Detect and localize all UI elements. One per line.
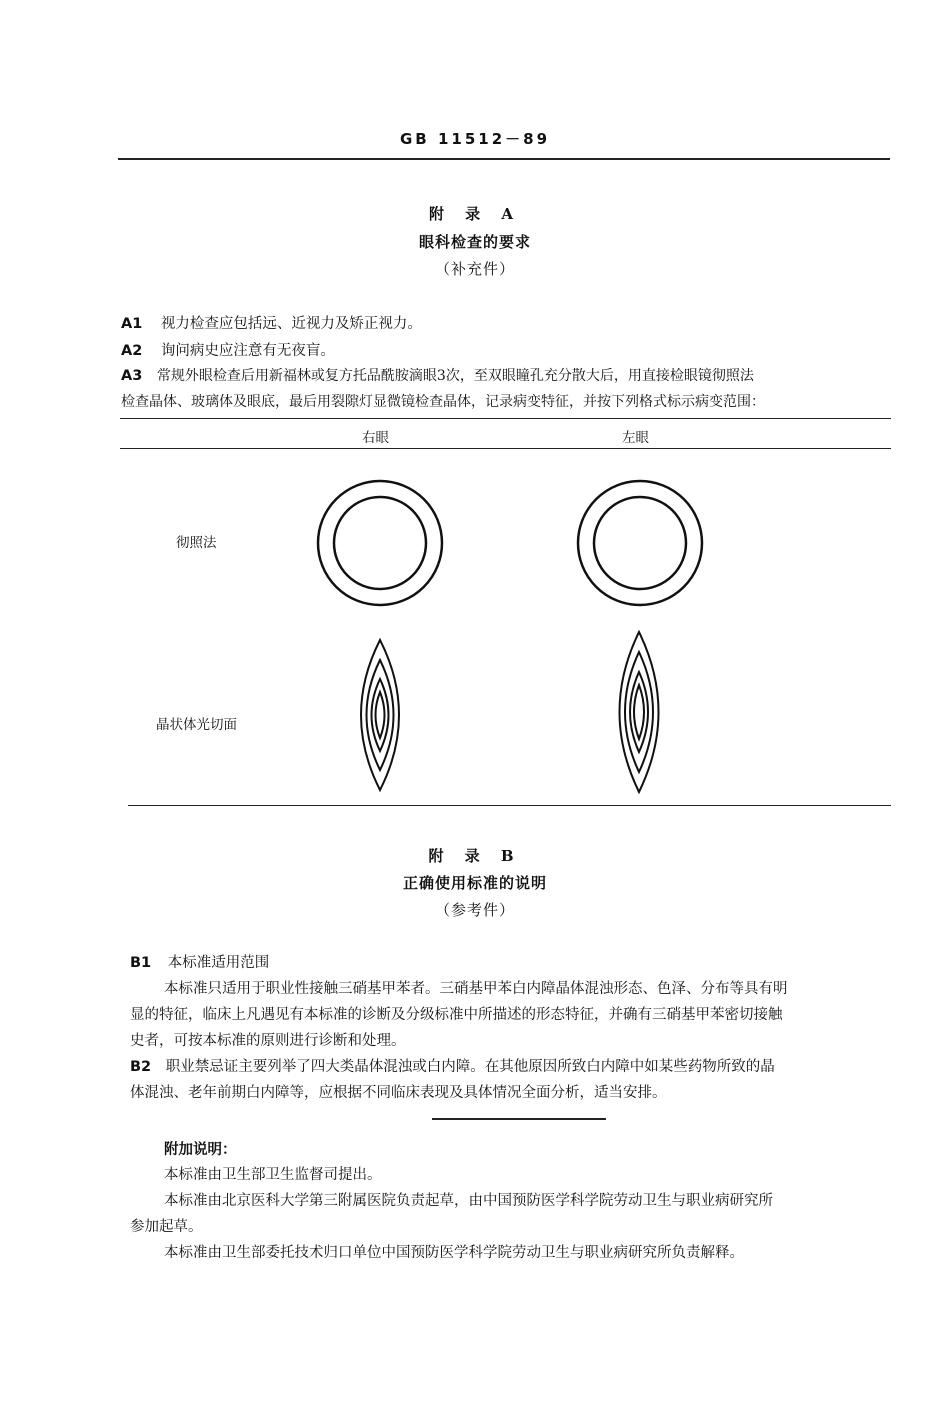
appendix-b-subtitle: 正确使用标准的说明 [402, 874, 547, 892]
row-lens-section: 晶状体光切面 [156, 717, 237, 733]
right-eye-lens-section-diagram [361, 640, 399, 790]
item-a3-label: A3 [121, 368, 143, 384]
additional-line2: 本标准由北京医科大学第三附属医院负责起草，由中国预防医学科学院劳动卫生与职业病研究所 [164, 1193, 773, 1209]
appendix-a-title: 附 录 A [428, 205, 522, 223]
additional-line1: 本标准由卫生部卫生监督司提出。 [164, 1167, 382, 1183]
additional-line3: 参加起草。 [130, 1219, 203, 1235]
item-b2-label: B2 [130, 1059, 152, 1075]
item-b2 [130, 1055, 775, 1079]
item-b1-line1: 本标准只适用于职业性接触三硝基甲苯者。三硝基甲苯白内障晶体混浊形态、色泽、分布等具有明 [164, 981, 788, 997]
item-b1 [130, 951, 269, 975]
additional-heading: 附加说明： [164, 1141, 237, 1158]
item-b2-line2: 体混浊、老年前期白内障等，应根据不同临床表现及具体情况全面分析，适当安排。 [130, 1085, 667, 1101]
figure-bottom-rule [128, 805, 891, 806]
item-a3-line2: 检查晶体、玻璃体及眼底，最后用裂隙灯显微镜检查晶体，记录病变特征，并按下列格式标示病变范围： [121, 394, 765, 410]
item-b1-line2: 显的特征，临床上凡遇见有本标准的诊断及分级标准中所描述的形态特征，并确有三硝基甲苯密切接触 [130, 1007, 783, 1023]
item-b1-line3: 史者，可按本标准的原则进行诊断和处理。 [130, 1033, 406, 1049]
col-right-eye: 右眼 [362, 430, 389, 446]
col-left-eye: 左眼 [622, 430, 649, 446]
item-a2-label: A2 [121, 343, 143, 359]
appendix-b-title: 附 录 B [428, 847, 522, 865]
right-eye-retroillumination-diagram [318, 481, 442, 605]
item-b1-heading: 本标准适用范围 [167, 955, 270, 971]
item-a3-line1: 常规外眼检查后用新福林或复方托品酰胺滴眼3次，至双眼瞳孔充分散大后，用直接检眼镜彻照法 [156, 368, 754, 384]
section-divider [432, 1118, 606, 1120]
appendix-b-note: （参考件） [434, 901, 515, 919]
row-retroillumination: 彻照法 [176, 535, 217, 551]
appendix-a-note: （补充件） [434, 260, 515, 278]
left-eye-lens-section-diagram [620, 632, 659, 792]
left-eye-retroillumination-diagram [578, 481, 702, 605]
item-b2-line1: 职业禁忌证主要列举了四大类晶体混浊或白内障。在其他原因所致白内障中如某些药物所致的晶 [165, 1059, 775, 1075]
item-b1-label: B1 [130, 955, 152, 971]
additional-line4: 本标准由卫生部委托技术归口单位中国预防医学科学院劳动卫生与职业病研究所负责解释。 [164, 1245, 744, 1261]
item-a2-text: 询问病史应注意有无夜盲。 [160, 343, 335, 359]
appendix-a-subtitle: 眼科检查的要求 [418, 233, 531, 251]
document-code: GB 11512－89 [399, 130, 551, 148]
item-a1-label: A1 [121, 316, 143, 332]
item-a1-text: 视力检查应包括远、近视力及矫正视力。 [160, 316, 422, 332]
